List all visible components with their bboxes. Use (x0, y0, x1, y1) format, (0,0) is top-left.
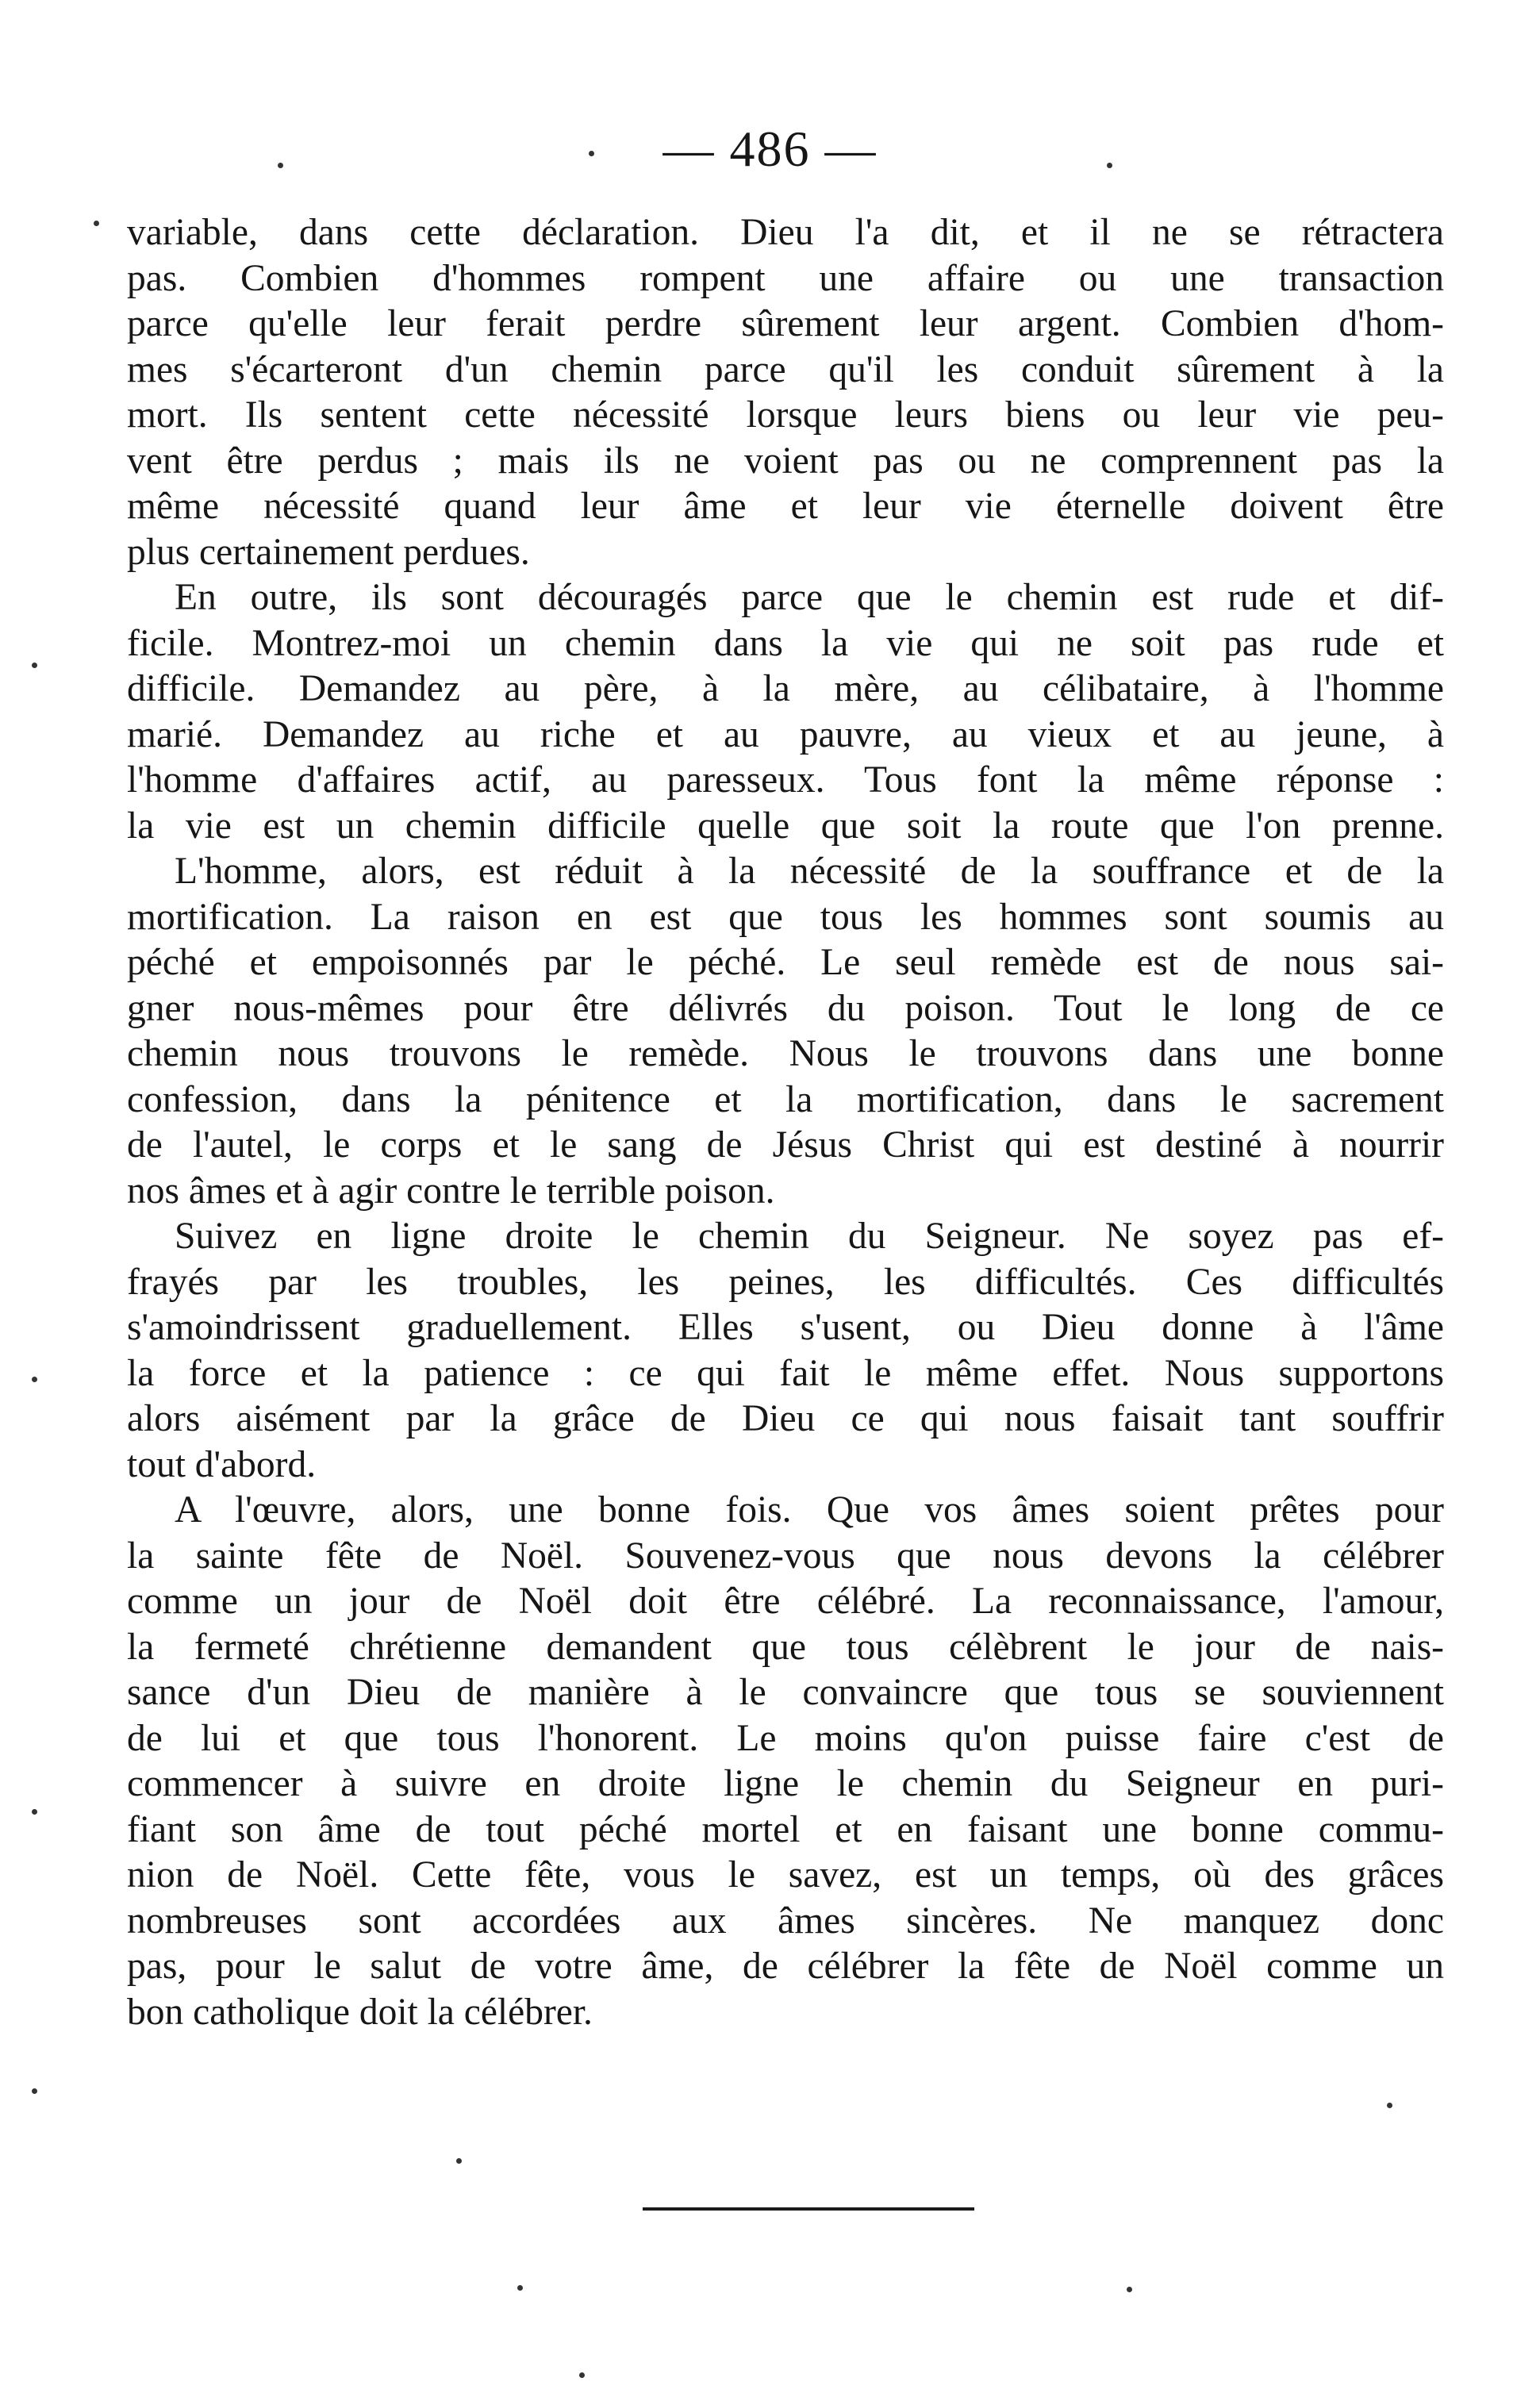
print-speck (1127, 2287, 1132, 2292)
print-speck (32, 2088, 37, 2094)
text-line: marié. Demandez au riche et au pauvre, au vieux et au jeune, à (127, 713, 1444, 755)
text-line: sance d'un Dieu de manière à le convaincre que tous se souviennent (127, 1672, 1444, 1713)
text-line: frayés par les troubles, les peines, les difficultés. Ces difficultés (127, 1261, 1444, 1303)
text-line: plus certainement perdues. (127, 531, 530, 573)
print-speck (94, 221, 99, 226)
paragraph-1 (127, 210, 1444, 575)
text-line: vent être perdus ; mais ils ne voient pas ou ne comprennent pas la (127, 440, 1444, 482)
text-line: même nécessité quand leur âme et leur vie éternelle doivent être (127, 486, 1444, 527)
text-line: de lui et que tous l'honorent. Le moins qu'on puisse faire c'est de (127, 1717, 1444, 1759)
text-line: pas, pour le salut de votre âme, de célébrer la fête de Noël comme un (127, 1946, 1444, 1987)
text-line: mortification. La raison en est que tous les hommes sont soumis au (127, 896, 1444, 938)
print-speck (456, 2158, 462, 2164)
text-line: difficile. Demandez au père, à la mère, au célibataire, à l'homme (127, 668, 1444, 709)
closing-rule (643, 2207, 974, 2211)
text-line: tout d'abord. (127, 1443, 317, 1485)
text-line: péché et empoisonnés par le péché. Le seul remède est de nous sai- (127, 942, 1444, 983)
print-speck (32, 663, 37, 668)
paragraph-2 (127, 575, 1444, 849)
text-line: nos âmes et à agir contre le terrible poison. (127, 1170, 775, 1212)
text-line: alors aisément par la grâce de Dieu ce qui nous faisait tant souffrir (127, 1398, 1444, 1439)
text-line: pas. Combien d'hommes rompent une affaire ou une transaction (127, 257, 1444, 299)
text-line: la vie est un chemin difficile quelle que soit la route que l'on prenne. (127, 805, 1444, 847)
print-speck (32, 1809, 37, 1815)
text-line: mes s'écarteront d'un chemin parce qu'il les conduit sûrement à la (127, 348, 1444, 390)
text-line: gner nous-mêmes pour être délivrés du poison. Tout le long de ce (127, 987, 1444, 1029)
text-line: parce qu'elle leur ferait perdre sûrement leur argent. Combien d'hom- (127, 303, 1444, 344)
text-line: variable, dans cette déclaration. Dieu l'a dit, et il ne se rétractera (127, 212, 1444, 253)
text-line: fiant son âme de tout péché mortel et en faisant une bonne commu- (127, 1808, 1444, 1850)
print-speck (278, 163, 283, 168)
text-line: bon catholique doit la célébrer. (127, 1991, 593, 2033)
text-line: ficile. Montrez-moi un chemin dans la vie qui ne soit pas rude et (127, 622, 1444, 664)
text-line: la fermeté chrétienne demandent que tous célèbrent le jour de nais- (127, 1626, 1444, 1668)
page-number: — 486 — (662, 121, 878, 177)
print-speck (589, 151, 594, 156)
text-line: de l'autel, le corps et le sang de Jésus Christ qui est destiné à nourrir (127, 1124, 1444, 1166)
text-line: L'homme, alors, est réduit à la nécessité de la souffrance et de la (175, 851, 1444, 892)
text-line: s'amoindrissent graduellement. Elles s'usent, ou Dieu donne à l'âme (127, 1307, 1444, 1348)
text-line: chemin nous trouvons le remède. Nous le trouvons dans une bonne (127, 1033, 1444, 1074)
text-line: nombreuses sont accordées aux âmes sincères. Ne manquez donc (127, 1900, 1444, 1942)
text-line: commencer à suivre en droite ligne le chemin du Seigneur en puri- (127, 1763, 1444, 1804)
paragraph-3 (127, 849, 1444, 1214)
print-speck (1387, 2103, 1392, 2108)
text-line: nion de Noël. Cette fête, vous le savez, est un temps, où des grâces (127, 1854, 1444, 1896)
body-text (127, 210, 1444, 2035)
text-line: l'homme d'affaires actif, au paresseux. Tous font la même réponse : (127, 759, 1444, 801)
paragraph-4 (127, 1214, 1444, 1488)
print-speck (32, 1377, 37, 1382)
text-line: confession, dans la pénitence et la mortification, dans le sacrement (127, 1078, 1444, 1120)
print-speck (517, 2285, 523, 2291)
print-speck (1107, 163, 1112, 168)
text-line: A l'œuvre, alors, une bonne fois. Que vos âmes soient prêtes pour (175, 1489, 1444, 1531)
text-line: la force et la patience : ce qui fait le même effet. Nous supportons (127, 1352, 1444, 1394)
text-line: la sainte fête de Noël. Souvenez-vous que nous devons la célébrer (127, 1535, 1444, 1577)
print-speck (579, 2372, 585, 2378)
text-line: Suivez en ligne droite le chemin du Seigneur. Ne soyez pas ef- (175, 1216, 1444, 1257)
text-line: comme un jour de Noël doit être célébré. La reconnaissance, l'amour, (127, 1581, 1444, 1622)
text-line: mort. Ils sentent cette nécessité lorsque leurs biens ou leur vie peu- (127, 394, 1444, 436)
text-line: En outre, ils sont découragés parce que le chemin est rude et dif- (175, 577, 1444, 618)
paragraph-5 (127, 1488, 1444, 2035)
